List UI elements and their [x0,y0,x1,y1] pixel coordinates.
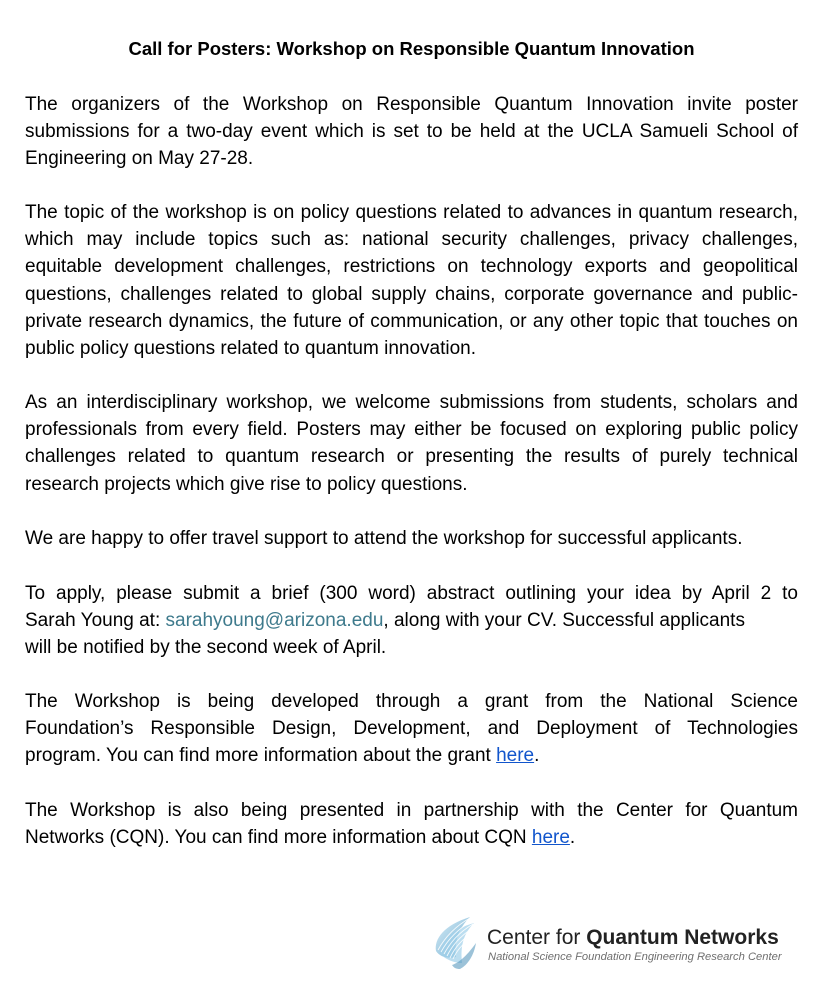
application-line-1: To apply, please submit a brief (300 word) abstract outlining your idea by April 2 to [25,583,798,604]
cqn-logo [430,913,800,973]
application-line-2 [25,607,798,634]
paragraph-eligibility: As an interdisciplinary workshop, we welcome submissions from students, scholars and professionals from every field. Posters may either be focused on exploring public policy challenges related to quantum research or presenting the results of purely technical research projects which give rise to policy questions. [25,392,798,495]
grant-line-1: The Workshop is being developed through a grant from the National Science [25,691,798,712]
grant-info-text: program. You can find more information about the grant [25,745,497,767]
partnership-info-text: Networks (CQN). You can find more information about CQN [25,827,532,849]
partnership-line-1: The Workshop is also being presented in partnership with the Center for Quantum [25,800,798,821]
grant-period: . [534,745,540,767]
logo-name-bold: Quantum Networks [586,926,779,949]
application-contact-label: Sarah Young at: [25,610,166,632]
logo-name-prefix: Center for [487,926,587,949]
page-title: Call for Posters: Workshop on Responsible Quantum Innovation [128,38,695,59]
grant-here-link[interactable]: here [496,745,535,767]
cqn-here-link[interactable]: here [531,827,570,849]
partnership-line-2 [25,824,798,851]
grant-line-3 [25,742,798,769]
paragraph-topics: The topic of the workshop is on policy questions related to advances in quantum research, which may include topics such as: national security challenges, privacy challenges, equitable development challenges, restrictions on technology exports and geopolitical questions, challenges related to global supply chains, corporate governance and public-private research dynamics, the future of communication, or any other topic that touches on public policy questions related to quantum innovation. [25,202,798,360]
cqn-logo-icon [430,913,484,971]
document-page [25,0,798,849]
logo-subtitle: National Science Foundation Engineering Research Center [488,951,782,963]
email-link[interactable]: sarahyoung@arizona.edu [165,610,384,632]
paragraph-partnership [25,797,798,851]
paragraph-grant [25,688,798,770]
paragraph-intro: The organizers of the Workshop on Responsible Quantum Innovation invite poster submissions for a two-day event which is set to be held at the UCLA Samueli School of Engineering on May 27-28. [25,94,798,170]
logo-name [487,926,779,950]
paragraph-application [25,580,798,662]
application-line-3: will be notified by the second week of April. [25,637,387,659]
partnership-period: . [569,827,576,849]
paragraph-travel-support: We are happy to offer travel support to attend the workshop for successful applicants. [25,528,743,549]
application-cv-text: , along with your CV. Successful applicants [383,610,745,632]
grant-line-2: Foundation’s Responsible Design, Development, and Deployment of Technologies [25,718,798,740]
